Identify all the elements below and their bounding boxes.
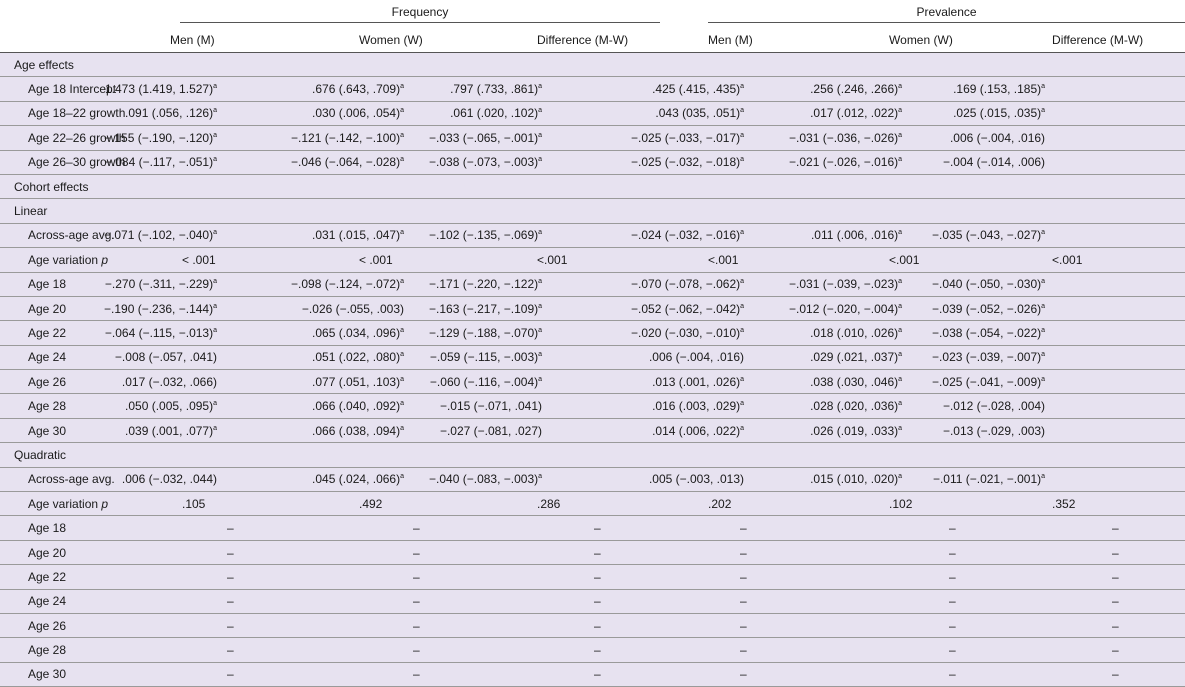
significance-marker: a (213, 278, 217, 286)
table-cell: – (1026, 589, 1185, 613)
table-row (0, 467, 1185, 491)
table-cell: .102 (858, 492, 1026, 516)
table-cell: .017 (.012, .022)$^a$ (858, 101, 1026, 125)
table-cell: – (170, 638, 344, 662)
table-row (0, 248, 1185, 272)
table-cell: .006 (−.004, .016) (1026, 126, 1185, 150)
row-label: Age 22 (0, 321, 170, 345)
group-header-row (0, 0, 1185, 27)
significance-marker: a (740, 326, 745, 334)
significance-marker: a (213, 326, 217, 334)
table-cell: <.001 (858, 248, 1026, 272)
table-row (0, 516, 1185, 540)
table-cell: .286 (518, 492, 680, 516)
table-cell: – (344, 540, 518, 564)
row-label: Age 28 (0, 394, 170, 418)
table-row (0, 296, 1185, 320)
significance-marker: a (213, 400, 217, 408)
significance-marker: a (1041, 375, 1046, 383)
table-cell: −.270 (−.311, −.229)$^a$ (170, 272, 344, 296)
table-cell: – (858, 540, 1026, 564)
table-cell: – (680, 540, 858, 564)
table-cell: .017 (−.032, .066) (170, 370, 344, 394)
significance-marker: a (898, 351, 903, 359)
significance-marker: a (898, 326, 903, 334)
significance-marker: a (898, 424, 903, 432)
row-label: Age 28 (0, 638, 170, 662)
table-row (0, 321, 1185, 345)
table-cell: −.012 (−.020, −.004)$^a$ (858, 296, 1026, 320)
significance-marker: a (740, 83, 745, 91)
table-cell: .105 (170, 492, 344, 516)
table-cell: −.129 (−.188, −.070)$^a$ (518, 321, 680, 345)
table-cell: – (680, 565, 858, 589)
table-row (0, 223, 1185, 247)
table-cell: – (858, 638, 1026, 662)
table-row (0, 272, 1185, 296)
significance-marker: a (1041, 229, 1046, 237)
significance-marker: a (898, 131, 903, 139)
column-header: Men (M) (170, 27, 344, 53)
table-cell: −.155 (−.190, −.120)$^a$ (170, 126, 344, 150)
significance-marker: a (898, 302, 903, 310)
table-cell: .018 (.010, .026)$^a$ (858, 321, 1026, 345)
row-label: Age 18 (0, 516, 170, 540)
table-cell: −.031 (−.036, −.026)$^a$ (858, 126, 1026, 150)
significance-marker: a (538, 229, 543, 237)
table-cell: −.024 (−.032, −.016)$^a$ (680, 223, 858, 247)
table-cell: −.064 (−.115, −.013)$^a$ (170, 321, 344, 345)
row-label: Age 26 (0, 370, 170, 394)
table-row (0, 613, 1185, 637)
significance-marker: a (538, 326, 543, 334)
table-cell: <.001 (518, 248, 680, 272)
group-header-frequency: Frequency (170, 0, 680, 27)
table-cell: – (170, 516, 344, 540)
table-cell: .006 (−.032, .044) (170, 467, 344, 491)
table-cell: .031 (.015, .047)$^a$ (344, 223, 518, 247)
row-label: Age 18 Intercept (0, 77, 170, 101)
significance-marker: a (538, 278, 543, 286)
table-cell: −.027 (−.081, .027) (518, 418, 680, 442)
table-cell: .030 (.006, .054)$^a$ (344, 101, 518, 125)
table-cell: < .001 (170, 248, 344, 272)
significance-marker: a (740, 375, 745, 383)
table-row (0, 492, 1185, 516)
table-cell: −.026 (−.055, .003) (344, 296, 518, 320)
table-cell: −.013 (−.029, .003) (1026, 418, 1185, 442)
significance-marker: a (740, 400, 745, 408)
significance-marker: a (740, 156, 745, 164)
table-cell: .039 (.001, .077)$^a$ (170, 418, 344, 442)
table-cell: −.035 (−.043, −.027)$^a$ (1026, 223, 1185, 247)
table-cell: – (344, 662, 518, 686)
table-row (0, 589, 1185, 613)
table-row (0, 638, 1185, 662)
significance-marker: a (740, 131, 745, 139)
significance-marker: a (538, 351, 543, 359)
table-cell: .029 (.021, .037)$^a$ (858, 345, 1026, 369)
table-cell: – (170, 662, 344, 686)
table-cell: −.011 (−.021, −.001)$^a$ (1026, 467, 1185, 491)
significance-marker: a (1041, 83, 1046, 91)
table-cell: – (170, 589, 344, 613)
significance-marker: a (538, 83, 543, 91)
table-cell: – (1026, 662, 1185, 686)
row-label: Age 24 (0, 589, 170, 613)
significance-marker: a (898, 400, 903, 408)
row-label: Age 18–22 growth (0, 101, 170, 125)
row-label: Across-age avg. (0, 223, 170, 247)
column-header: Difference (M-W) (1026, 27, 1185, 53)
table-cell: .014 (.006, .022)$^a$ (680, 418, 858, 442)
table-cell: −.040 (−.083, −.003)$^a$ (518, 467, 680, 491)
table-cell: −.012 (−.028, .004) (1026, 394, 1185, 418)
table-cell: −.171 (−.220, −.122)$^a$ (518, 272, 680, 296)
table-cell: – (1026, 638, 1185, 662)
table-cell: .026 (.019, .033)$^a$ (858, 418, 1026, 442)
significance-marker: a (400, 375, 404, 383)
table-cell: −.023 (−.039, −.007)$^a$ (1026, 345, 1185, 369)
significance-marker: a (898, 375, 903, 383)
table-row (0, 540, 1185, 564)
table-row (0, 662, 1185, 686)
column-header: Women (W) (858, 27, 1026, 53)
table-cell: .066 (.040, .092)$^a$ (344, 394, 518, 418)
significance-marker: a (400, 278, 404, 286)
table-cell: .050 (.005, .095)$^a$ (170, 394, 344, 418)
significance-marker: a (898, 83, 903, 91)
row-label: Age 22–26 growth (0, 126, 170, 150)
table-cell: – (518, 565, 680, 589)
column-header: Men (M) (680, 27, 858, 53)
table-row (0, 77, 1185, 101)
table-cell: −.038 (−.054, −.022)$^a$ (1026, 321, 1185, 345)
section-label: Age effects (0, 53, 1185, 77)
significance-marker: a (1041, 278, 1046, 286)
table-cell: −.084 (−.117, −.051)$^a$ (170, 150, 344, 174)
significance-marker: a (213, 156, 217, 164)
significance-marker: a (400, 107, 404, 115)
table-cell: −.015 (−.071, .041) (518, 394, 680, 418)
table-cell: – (680, 516, 858, 540)
significance-marker: a (400, 351, 404, 359)
section-row (0, 199, 1185, 223)
row-label: Age 24 (0, 345, 170, 369)
significance-marker: a (898, 473, 903, 481)
table-cell: −.021 (−.026, −.016)$^a$ (858, 150, 1026, 174)
table-cell: .352 (1026, 492, 1185, 516)
table-cell: – (170, 540, 344, 564)
table-cell: −.059 (−.115, −.003)$^a$ (518, 345, 680, 369)
significance-marker: a (400, 326, 404, 334)
table-cell: −.025 (−.032, −.018)$^a$ (680, 150, 858, 174)
table-row (0, 101, 1185, 125)
row-label: Age 20 (0, 296, 170, 320)
table-cell: −.070 (−.078, −.062)$^a$ (680, 272, 858, 296)
table-cell: −.033 (−.065, −.001)$^a$ (518, 126, 680, 150)
table-cell: – (344, 516, 518, 540)
table-cell: −.190 (−.236, −.144)$^a$ (170, 296, 344, 320)
header-stub (0, 0, 170, 27)
table-cell: .797 (.733, .861)$^a$ (518, 77, 680, 101)
significance-marker: a (538, 107, 543, 115)
row-label: Age 20 (0, 540, 170, 564)
table-cell: .676 (.643, .709)$^a$ (344, 77, 518, 101)
table-cell: −.025 (−.033, −.017)$^a$ (680, 126, 858, 150)
significance-marker: a (400, 83, 404, 91)
table-cell: .425 (.415, .435)$^a$ (680, 77, 858, 101)
significance-marker: a (740, 302, 745, 310)
table-cell: −.046 (−.064, −.028)$^a$ (344, 150, 518, 174)
table-cell: −.098 (−.124, −.072)$^a$ (344, 272, 518, 296)
table-cell: <.001 (680, 248, 858, 272)
table-cell: – (518, 662, 680, 686)
table-cell: .016 (.003, .029)$^a$ (680, 394, 858, 418)
table-cell: .005 (−.003, .013) (680, 467, 858, 491)
significance-marker: a (213, 302, 217, 310)
significance-marker: a (1041, 473, 1046, 481)
table-cell: – (170, 565, 344, 589)
table-cell: – (680, 613, 858, 637)
table-cell: – (518, 613, 680, 637)
table-cell: .256 (.246, .266)$^a$ (858, 77, 1026, 101)
section-label: Cohort effects (0, 174, 1185, 198)
significance-marker: a (740, 107, 745, 115)
row-label: Age variation p (0, 492, 170, 516)
row-label: Age 30 (0, 418, 170, 442)
table-row (0, 418, 1185, 442)
column-header-row (0, 27, 1185, 53)
significance-marker: a (213, 131, 217, 139)
table-cell: – (1026, 540, 1185, 564)
significance-marker: a (213, 83, 217, 91)
table-cell: .065 (.034, .096)$^a$ (344, 321, 518, 345)
table-cell: – (858, 589, 1026, 613)
table-cell: – (170, 613, 344, 637)
significance-marker: a (213, 424, 217, 432)
table-cell: −.071 (−.102, −.040)$^a$ (170, 223, 344, 247)
table-cell: .492 (344, 492, 518, 516)
header-stub (0, 27, 170, 53)
significance-marker: a (400, 400, 404, 408)
table-cell: .006 (−.004, .016) (680, 345, 858, 369)
table-cell: .051 (.022, .080)$^a$ (344, 345, 518, 369)
table-cell: −.025 (−.041, −.009)$^a$ (1026, 370, 1185, 394)
table-cell: – (1026, 516, 1185, 540)
table-cell: .077 (.051, .103)$^a$ (344, 370, 518, 394)
significance-marker: a (898, 156, 903, 164)
table-cell: – (680, 662, 858, 686)
table-row (0, 126, 1185, 150)
section-row (0, 174, 1185, 198)
table-cell: – (518, 589, 680, 613)
table-cell: .025 (.015, .035)$^a$ (1026, 101, 1185, 125)
table-cell: .043 (035, .051)$^a$ (680, 101, 858, 125)
table-cell: .045 (.024, .066)$^a$ (344, 467, 518, 491)
table-cell: .066 (.038, .094)$^a$ (344, 418, 518, 442)
significance-marker: a (400, 473, 404, 481)
row-label: Age 26–30 growth (0, 150, 170, 174)
column-header: Women (W) (344, 27, 518, 53)
table-cell: −.040 (−.050, −.030)$^a$ (1026, 272, 1185, 296)
table-cell: – (1026, 565, 1185, 589)
significance-marker: a (740, 424, 745, 432)
significance-marker: a (1041, 351, 1046, 359)
significance-marker: a (400, 131, 404, 139)
table-cell: −.121 (−.142, −.100)$^a$ (344, 126, 518, 150)
table-row (0, 150, 1185, 174)
table-cell: <.001 (1026, 248, 1185, 272)
row-label: Age 26 (0, 613, 170, 637)
table-cell: – (344, 565, 518, 589)
significance-marker: a (898, 229, 903, 237)
table-cell: – (344, 638, 518, 662)
table-cell: .028 (.020, .036)$^a$ (858, 394, 1026, 418)
significance-marker: a (538, 131, 543, 139)
table-cell: – (680, 589, 858, 613)
section-label: Linear (0, 199, 1185, 223)
table-cell: – (518, 540, 680, 564)
significance-marker: a (538, 156, 543, 164)
column-header: Difference (M-W) (518, 27, 680, 53)
table-cell: – (858, 613, 1026, 637)
table-cell: −.004 (−.014, .006) (1026, 150, 1185, 174)
row-label: Age 18 (0, 272, 170, 296)
table-row (0, 370, 1185, 394)
table-cell: < .001 (344, 248, 518, 272)
table-cell: .061 (.020, .102)$^a$ (518, 101, 680, 125)
significance-marker: a (1041, 326, 1046, 334)
section-row (0, 53, 1185, 77)
significance-marker: a (213, 229, 217, 237)
table-cell: – (1026, 613, 1185, 637)
significance-marker: a (1041, 302, 1046, 310)
significance-marker: a (538, 375, 543, 383)
significance-marker: a (213, 107, 217, 115)
significance-marker: a (400, 229, 404, 237)
row-label: Age 30 (0, 662, 170, 686)
table-cell: .202 (680, 492, 858, 516)
table-cell: – (518, 516, 680, 540)
significance-marker: a (898, 278, 903, 286)
table-cell: – (680, 638, 858, 662)
table-row (0, 345, 1185, 369)
group-header-prevalence: Prevalence (680, 0, 1185, 27)
significance-marker: a (400, 424, 404, 432)
table-cell: −.038 (−.073, −.003)$^a$ (518, 150, 680, 174)
section-row (0, 443, 1185, 467)
significance-marker: a (400, 156, 404, 164)
row-label: Age 22 (0, 565, 170, 589)
table-cell: .013 (.001, .026)$^a$ (680, 370, 858, 394)
table-cell: −.039 (−.052, −.026)$^a$ (1026, 296, 1185, 320)
significance-marker: a (538, 473, 543, 481)
table-cell: 1.473 (1.419, 1.527)$^a$ (170, 77, 344, 101)
significance-marker: a (538, 302, 543, 310)
table-cell: .169 (.153, .185)$^a$ (1026, 77, 1185, 101)
significance-marker: a (1041, 107, 1046, 115)
table-cell: −.031 (−.039, −.023)$^a$ (858, 272, 1026, 296)
table-cell: −.008 (−.057, .041) (170, 345, 344, 369)
significance-marker: a (740, 278, 745, 286)
table-cell: .011 (.006, .016)$^a$ (858, 223, 1026, 247)
table-cell: – (518, 638, 680, 662)
table-cell: .015 (.010, .020)$^a$ (858, 467, 1026, 491)
table-cell: −.102 (−.135, −.069)$^a$ (518, 223, 680, 247)
table-cell: – (858, 516, 1026, 540)
row-label: Across-age avg. (0, 467, 170, 491)
table-cell: −.163 (−.217, −.109)$^a$ (518, 296, 680, 320)
significance-marker: a (740, 229, 745, 237)
table-cell: – (858, 565, 1026, 589)
table-cell: −.052 (−.062, −.042)$^a$ (680, 296, 858, 320)
table-cell: −.060 (−.116, −.004)$^a$ (518, 370, 680, 394)
row-label: Age variation p (0, 248, 170, 272)
table-cell: .038 (.030, .046)$^a$ (858, 370, 1026, 394)
table-cell: −.020 (−.030, −.010)$^a$ (680, 321, 858, 345)
table-cell: – (858, 662, 1026, 686)
table-cell: .091 (.056, .126)$^a$ (170, 101, 344, 125)
table-cell: – (344, 613, 518, 637)
table-cell: – (344, 589, 518, 613)
section-label: Quadratic (0, 443, 1185, 467)
significance-marker: a (898, 107, 903, 115)
table-row (0, 565, 1185, 589)
table-row (0, 394, 1185, 418)
